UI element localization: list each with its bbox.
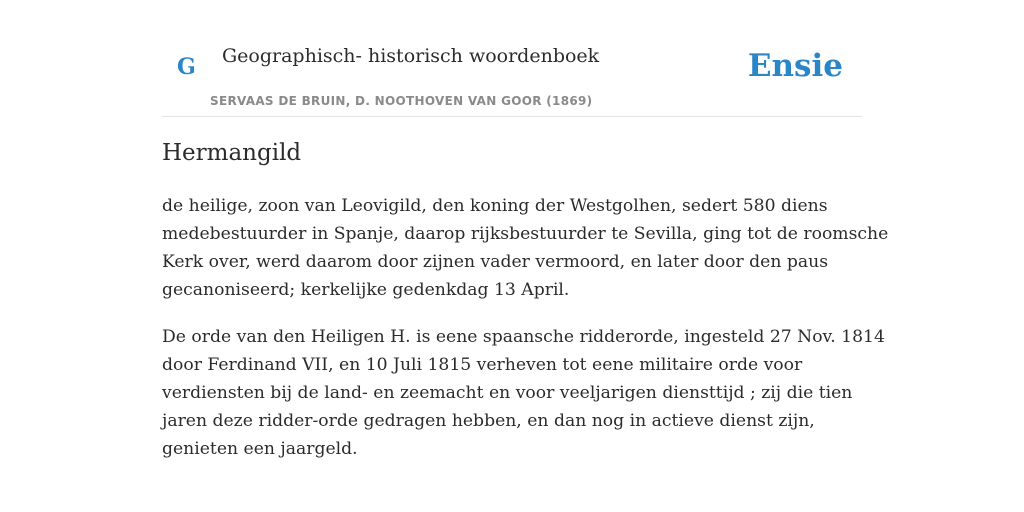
page-header (162, 0, 862, 117)
entry-paragraph (162, 192, 889, 304)
paragraph-line: verdiensten bij de land- en zeemacht en voor veeljarigen diensttijd ; zij die tien (162, 383, 853, 403)
paragraph-line: genieten een jaargeld. (162, 439, 358, 459)
paragraph-line: jaren deze ridder-orde gedragen hebben, en dan nog in actieve dienst zijn, (162, 411, 815, 431)
dictionary-logo-icon[interactable]: G (177, 54, 196, 80)
paragraph-line: door Ferdinand VII, en 10 Juli 1815 verheven tot eene militaire orde voor (162, 355, 803, 375)
paragraph-line: medebestuurder in Spanje, daarop rijksbestuurder te Sevilla, ging tot de roomsche (162, 224, 889, 244)
entry-paragraph (162, 323, 885, 463)
brand-logo-link[interactable]: Ensie (747, 48, 843, 84)
article-card (162, 0, 889, 512)
entry-body (162, 192, 889, 482)
paragraph-line: de heilige, zoon van Leovigild, den koning der Westgolhen, sedert 580 diens (162, 196, 828, 216)
paragraph-line: gecanoniseerd; kerkelijke gedenkdag 13 April. (162, 280, 570, 300)
paragraph-line: De orde van den Heiligen H. is eene spaansche ridderorde, ingesteld 27 Nov. 1814 (162, 327, 885, 347)
book-author: SERVAAS DE BRUIN, D. NOOTHOVEN VAN GOOR (1869) (210, 94, 593, 108)
paragraph-line: Kerk over, werd daarom door zijnen vader vermoord, en later door den paus (162, 252, 829, 272)
entry-title: Hermangild (162, 140, 302, 166)
book-title-link[interactable]: Geographisch- historisch woordenboek (222, 45, 600, 67)
